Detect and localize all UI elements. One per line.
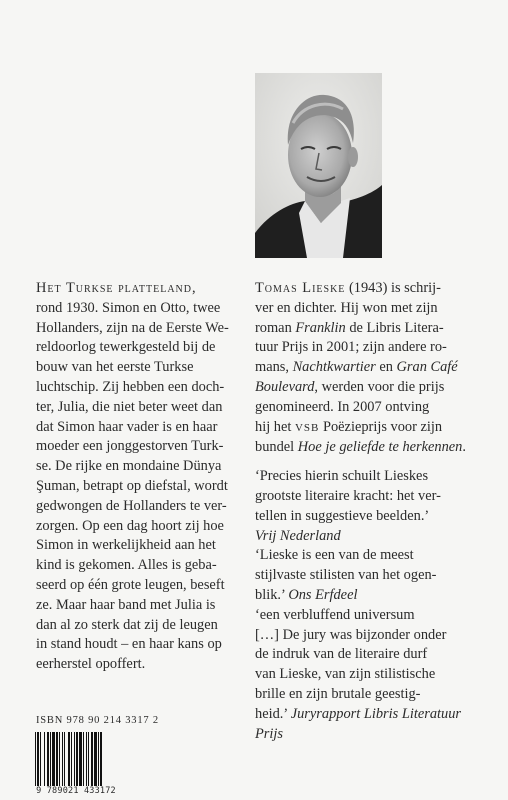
- barcode-bar: [74, 732, 75, 786]
- review-line: stijlvaste stilisten van het ogen-: [255, 567, 437, 584]
- bio-line: [255, 378, 480, 398]
- bio-line: [255, 358, 480, 378]
- review-source: Vrij Nederland: [255, 527, 341, 544]
- barcode-bar: [100, 732, 102, 786]
- barcode-bar: [86, 732, 87, 786]
- synopsis-lead-line: [36, 279, 248, 299]
- author-name: Tomas Lieske: [255, 280, 346, 296]
- bio-line: [255, 279, 480, 299]
- synopsis-lead: Het Turkse platteland,: [36, 280, 197, 296]
- prize-abbrev: VSB: [294, 421, 320, 434]
- review-text: heid.’: [255, 705, 291, 722]
- bio-line: genomineerd. In 2007 ontving: [255, 398, 430, 415]
- review-source: Juryrapport Libris Literatuur: [290, 705, 462, 722]
- barcode-bar: [64, 732, 65, 786]
- book-title: Nachtkwartier: [292, 359, 376, 376]
- review-line: ‘Lieske is een van de meest: [255, 547, 414, 564]
- barcode-bars: [34, 732, 118, 788]
- review-line: ‘een verbluffend universum: [255, 606, 415, 623]
- barcode-bar: [56, 732, 58, 786]
- barcode-bar: [59, 732, 60, 786]
- barcode-bar: [83, 732, 84, 786]
- bio-text: , werden voor die prijs: [314, 378, 445, 395]
- bio-text: Poëzieprijs voor zijn: [319, 418, 443, 435]
- barcode-bar: [47, 732, 49, 786]
- bio-text: bundel: [255, 439, 298, 456]
- review-line: de indruk van de literaire durf: [255, 646, 428, 663]
- barcode-bar: [91, 732, 93, 786]
- bio-line: tuur Prijs in 2001; zijn andere ro-: [255, 339, 447, 356]
- barcode-bar: [52, 732, 55, 786]
- synopsis-line: dat Simon haar vader is en haar: [36, 418, 218, 435]
- synopsis-line: dan al zo sterk dat zij de leugen: [36, 616, 218, 633]
- spacer: [255, 458, 480, 467]
- barcode-bar: [71, 732, 72, 786]
- bio-text: roman: [255, 319, 296, 336]
- author-portrait-image: [255, 73, 382, 258]
- review-line: brille en zijn brutale geestig-: [255, 685, 421, 702]
- review-line: van Lieske, van zijn stilistische: [255, 666, 436, 683]
- synopsis-line: Şuman, betrapt op diefstal, wordt: [36, 477, 228, 494]
- barcode-bar: [68, 732, 70, 786]
- review-text: blik.’: [255, 586, 289, 603]
- review-line: ‘Precies hierin schuilt Lieskes: [255, 468, 429, 485]
- bio-line: [255, 418, 480, 439]
- barcode-bar: [79, 732, 82, 786]
- bio-line: ver en dichter. Hij won met zijn: [255, 299, 438, 316]
- bio-text: .: [462, 439, 466, 456]
- review-line: […] De jury was bijzonder onder: [255, 626, 447, 643]
- bio-text: hij het: [255, 418, 295, 435]
- barcode-bar: [94, 732, 97, 786]
- synopsis-line: eerherstel opoffert.: [36, 656, 146, 673]
- review-source: Prijs: [255, 725, 283, 742]
- book-title: Franklin: [295, 319, 346, 336]
- review-source: Ons Erfdeel: [288, 586, 358, 603]
- barcode-bar: [76, 732, 78, 786]
- synopsis-line: luchtschip. Zij hebben een doch-: [36, 378, 225, 395]
- barcode-number: 9 789021 433172: [34, 786, 118, 796]
- review-line: tellen in suggestieve beelden.’: [255, 507, 430, 524]
- book-title: Boulevard: [255, 378, 315, 395]
- synopsis-line: ze. Maar haar band met Julia is: [36, 596, 216, 613]
- review-line: [255, 586, 480, 606]
- barcode-bar: [98, 732, 99, 786]
- synopsis-line: seerd op één grote leugen, beseft: [36, 576, 225, 593]
- bio-line: [255, 438, 480, 458]
- barcode-bar: [62, 732, 63, 786]
- synopsis-line: zorgen. Op een dag hoort zij hoe: [36, 517, 224, 534]
- barcode-bar: [35, 732, 36, 786]
- author-bio-and-reviews: [255, 279, 480, 744]
- barcode-bar: [40, 732, 41, 786]
- barcode-bar: [44, 732, 45, 786]
- bio-text: de Libris Litera-: [345, 319, 444, 336]
- synopsis-line: bouw van het eerste Turkse: [36, 359, 194, 376]
- barcode-bar: [37, 732, 39, 786]
- book-title: Gran Café: [396, 359, 458, 376]
- synopsis-line: kind is gekomen. Alles is geba-: [36, 557, 217, 574]
- synopsis-line: gedwongen de Hollanders te ver-: [36, 497, 227, 514]
- synopsis-line: moeder een jonggestorven Turk-: [36, 438, 224, 455]
- bio-text: (1943) is schrij-: [345, 280, 441, 296]
- synopsis-line: se. De rijke en mondaine Dünya: [36, 458, 222, 475]
- bio-line: [255, 319, 480, 339]
- review-line: [255, 705, 480, 725]
- synopsis-text: [36, 279, 248, 675]
- synopsis-line: ter, Julia, die niet beter weet dan: [36, 398, 223, 415]
- bio-text: en: [375, 359, 397, 376]
- synopsis-line: reldoorlog tewerkgesteld bij de: [36, 339, 216, 356]
- synopsis-line: in stand houdt – en haar kans op: [36, 636, 222, 653]
- author-photo: [255, 73, 382, 258]
- book-title: Hoe je geliefde te herkennen: [297, 439, 463, 456]
- bio-text: mans,: [255, 359, 293, 376]
- review-line: grootste literaire kracht: het ver-: [255, 487, 441, 504]
- isbn-number: ISBN 978 90 214 3317 2: [36, 715, 159, 726]
- synopsis-line: rond 1930. Simon en Otto, twee: [36, 299, 221, 316]
- synopsis-line: Simon in werkelijkheid aan het: [36, 537, 216, 554]
- barcode-bar: [50, 732, 51, 786]
- synopsis-line: Hollanders, zijn na de Eerste We-: [36, 319, 229, 336]
- barcode-bar: [88, 732, 89, 786]
- barcode: [34, 732, 118, 788]
